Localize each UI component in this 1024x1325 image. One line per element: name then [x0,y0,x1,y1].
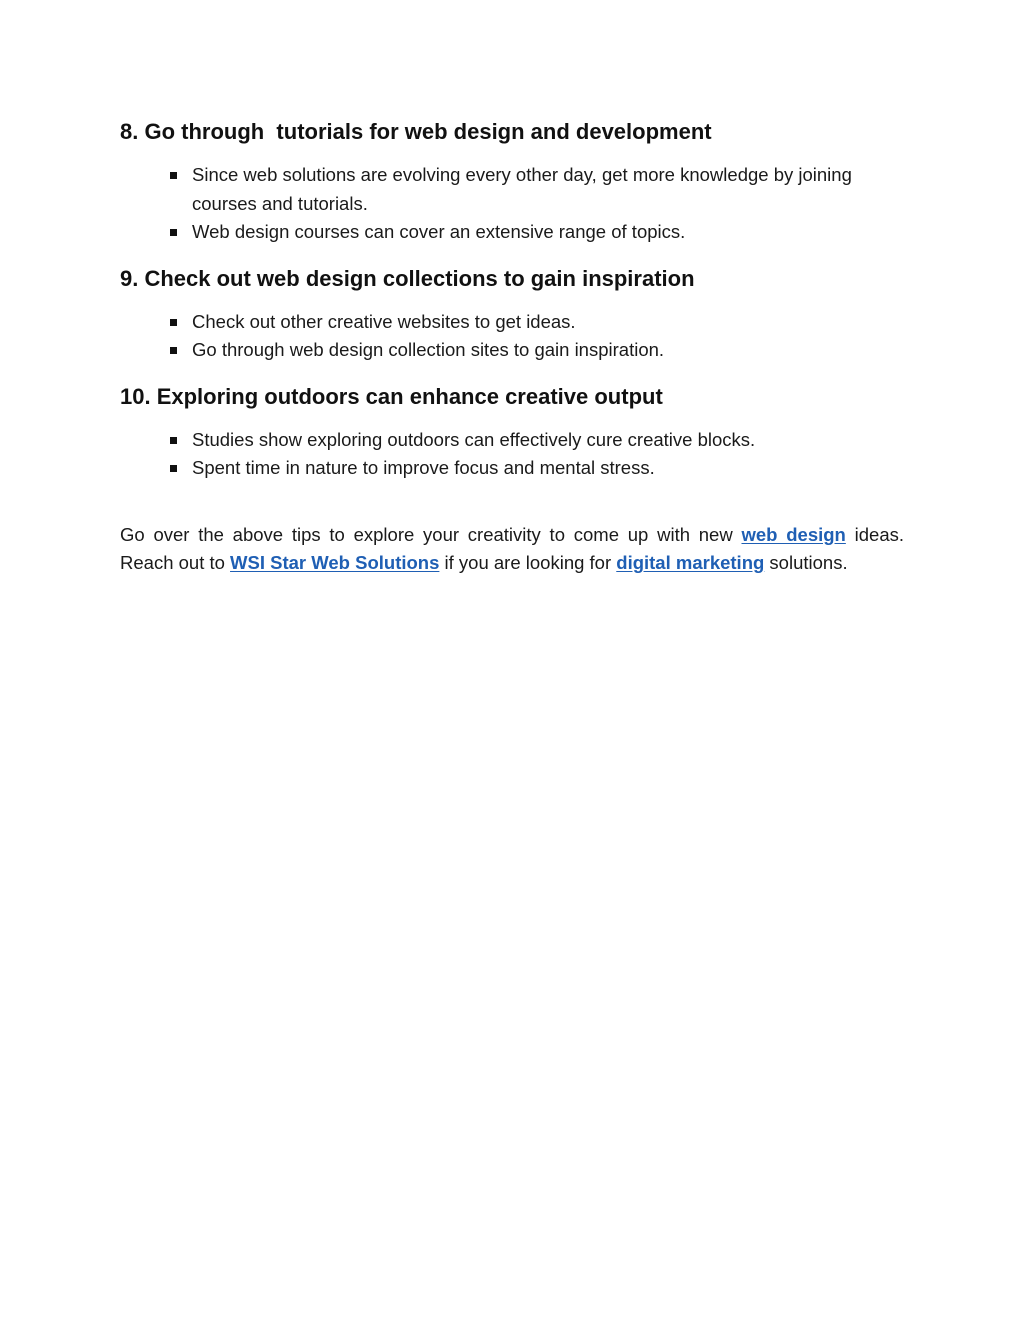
square-bullet-icon [170,465,177,472]
square-bullet-icon [170,319,177,326]
list-item-text: Web design courses can cover an extensive range of topics. [192,221,686,242]
list-item-text: Check out other creative websites to get ideas. [192,310,576,332]
section-heading: 9. Check out web design collections to gain inspiration [120,265,695,291]
bullet-list [120,426,904,483]
closing-text: solutions. [764,552,848,573]
list-item [192,308,904,337]
list-item [192,426,904,455]
list-item [192,454,904,483]
section-collections [120,265,904,365]
list-item-text: Spent time in nature to improve focus and mental stress. [192,457,655,478]
section-heading: 8. Go through tutorials for web design and development [120,119,712,144]
square-bullet-icon [170,437,177,444]
document-body [120,118,904,596]
section-outdoors [120,383,904,483]
bullet-list [120,308,904,365]
square-bullet-icon [170,229,177,236]
square-bullet-icon [170,347,177,354]
list-item [192,161,904,218]
digital-marketing-link[interactable]: digital marketing [616,552,765,573]
section-heading: 10. Exploring outdoors can enhance creative output [120,383,663,409]
closing-paragraph [120,521,904,578]
list-item [192,218,904,247]
list-item-text: Studies show exploring outdoors can effectively cure creative blocks. [192,428,756,450]
list-item-text: Since web solutions are evolving every other day, get more knowledge by joining courses and tutorials. [192,164,852,214]
list-item-text: Go through web design collection sites to gain inspiration. [192,339,665,360]
closing-text: ideas. Reach out to [120,523,904,573]
closing-text: Go over the above tips to explore your creativity to come up with new [120,523,742,545]
closing-text: if you are looking for [439,552,617,573]
square-bullet-icon [170,172,177,179]
web-design-link[interactable]: web design [741,523,846,545]
bullet-list [120,161,904,247]
list-item [192,336,904,365]
wsi-star-web-solutions-link[interactable]: WSI Star Web Solutions [230,552,440,573]
section-tutorials [120,118,904,247]
